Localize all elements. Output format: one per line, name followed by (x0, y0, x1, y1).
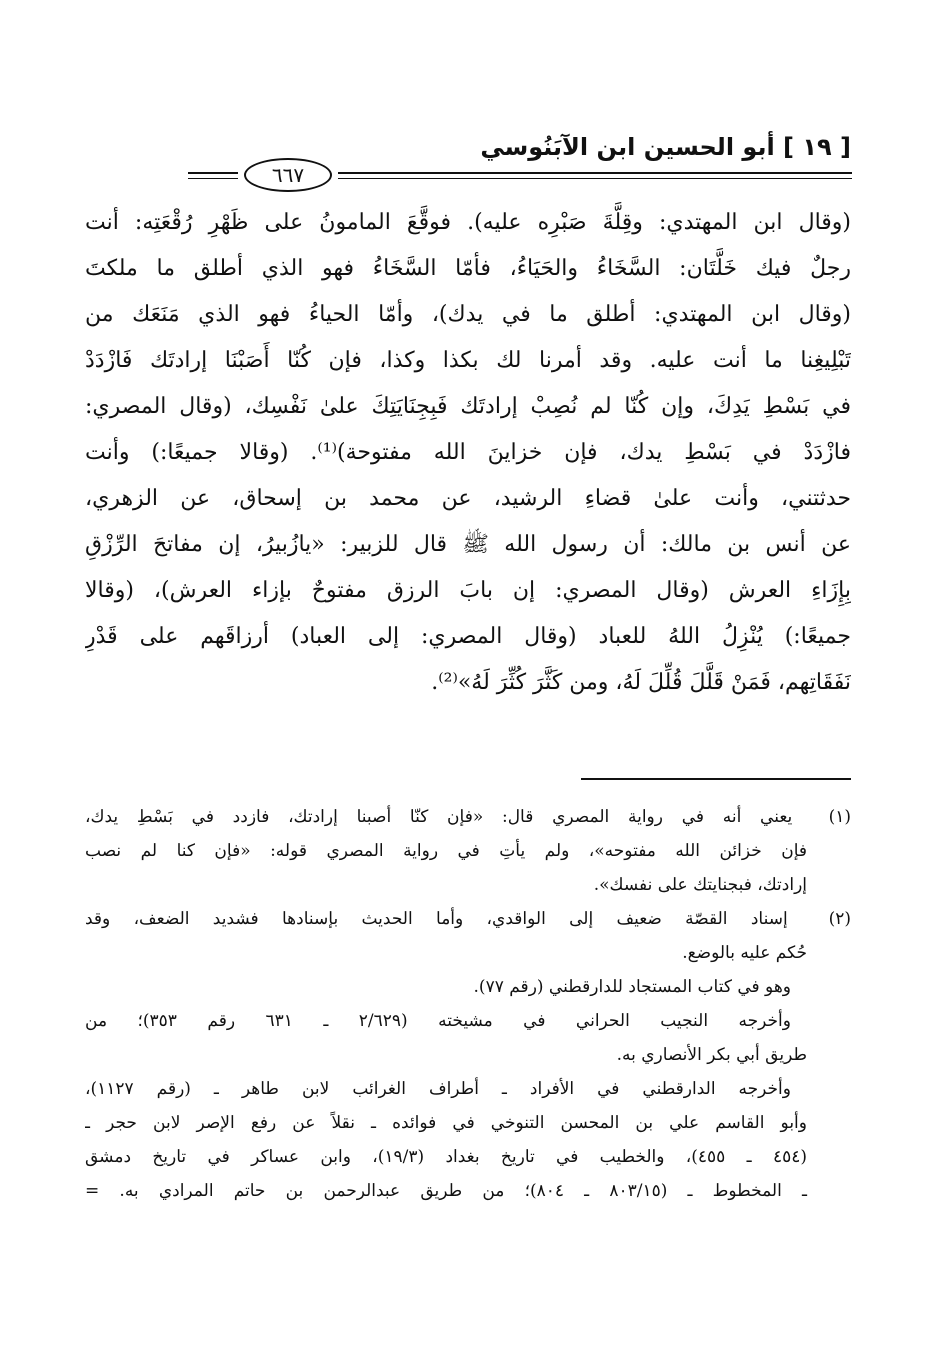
header-rule-left-thin (188, 178, 238, 179)
main-text (85, 200, 851, 706)
footnote-text: يعني أنه في رواية المصري قال: «فإن كنّا أصبنا إرادتك، فازدد في بَسْطِ يدك، (85, 807, 793, 827)
footnote-2-line: وأبو القاسم علي بن المحسن التنوخي في فوائده ـ نقلاً عن رفع الإصر لابن حجر ـ (85, 1113, 807, 1133)
header-rule-thin (338, 178, 852, 179)
footnote-2-line: ـ المخطوط ـ (٨٠٣/١٥ ـ ٨٠٤)؛ من طريق عبدالرحمن بن حاتم المرادي به. = (85, 1181, 807, 1201)
text-line: نَفَقَاتِهم، فَمَنْ قَلَّلَ قُلِّلَ لَهُ، ومن كَثَّرَ كُثِّرَ لَهُ»⁽²⁾. (431, 670, 851, 695)
footnote-2-line: وهو في كتاب المستجاد للدارقطني (رقم ٧٧). (473, 977, 791, 997)
text-line: في بَسْطِ يَدِكَ، وإن كُنّا لم نُصِبْ إرادتَك فَبِجِنَايَتِكَ علىٰ نَفْسِك، (وقال المصري: (85, 394, 851, 419)
text-line: تَبْلِيغِنا ما أنت عليه. وقد أمرنا لك بكذا وكذا، فإن كُنّا أَصَبْنَا إرادتَك فَازْدَدْ (85, 348, 851, 373)
footnote-2-line: طريق أبي بكر الأنصاري به. (616, 1045, 807, 1065)
footnote-separator (581, 778, 851, 780)
footnote-1-number: (١) (828, 807, 851, 827)
footnote-1-line (85, 800, 851, 834)
text-line: فازْدَدْ في بَسْطِ يدك، فإن خزاينَ الله مفتوحة)⁽¹⁾. (وقالا جميعًا:) وأنت (85, 440, 851, 465)
text-line: (وقال ابن المهتدي: وقِلَّةَ صَبْرِه عليه). فوقَّعَ المامونُ على ظَهْرِ رُقْعَتِه: أنت (85, 210, 851, 235)
footnote-2-line: وأخرجه النجيب الحراني في مشيخته (٢/٦٢٩ ـ ٦٣١ رقم ٣٥٣)؛ من (85, 1011, 791, 1031)
header-rule-left (188, 172, 238, 174)
footnote-2-line: (٤٥٤ ـ ٤٥٥)، والخطيب في تاريخ بغداد (١٩/٣)، وابن عساكر في تاريخ دمشق (85, 1147, 807, 1167)
running-header-title: [ ١٩ ] أبو الحسين ابن الآبَنُوسي (480, 133, 851, 161)
footnote-text: إسناد القصّة ضعيف إلى الواقدي، وأما الحديث بإسنادها فشديد الضعف، وقد (85, 909, 788, 929)
footnote-2-line: حُكم عليه بالوضع. (682, 943, 807, 963)
footnote-1-line: إرادتك، فبجنايتك على نفسك». (593, 875, 807, 895)
footnotes (85, 800, 851, 1208)
footnote-2-line: وأخرجه الدارقطني في الأفراد ـ أطراف الغرائب لابن طاهر ـ (رقم ١١٢٧)، (85, 1079, 791, 1099)
footnote-2-line (85, 902, 851, 936)
footnote-2-number: (٢) (828, 909, 851, 929)
header-rule (338, 172, 852, 174)
text-line: حدثتني، وأنت علىٰ قضاءِ الرشيد، عن محمد بن إسحاق، عن الزهري، (85, 486, 851, 511)
footnote-1-line: فإن خزائن الله مفتوحه»، ولم يأتِ في رواية المصري قوله: «فإن كنا لم نصب (85, 841, 807, 861)
text-line: (وقال ابن المهتدي: أطلق ما في يدك)، وأمّا الحياءُ فهو الذي مَنَعَك من (85, 302, 851, 327)
text-line: عن أنس بن مالك: أن رسول الله ﷺ قال للزبير: «يازُبيرُ، إن مفاتحَ الرِّزْقِ (85, 532, 851, 557)
page-number: ٦٦٧ (244, 158, 332, 192)
text-line: جميعًا:) يُنْزِلُ اللهُ للعباد (وقال المصري: إلى العباد) أرزاقَهم على قَدْرِ (85, 624, 851, 649)
text-line: رجلٌ فيك خَلَّتَان: السَّخَاءُ والحَيَاءُ، فأمّا السَّخَاءُ فهو الذي أطلق ما ملكتَ (85, 256, 851, 281)
text-line: بِإِزَاءِ العرش (وقال المصري: إن بابَ الرزق مفتوحٌ بإزاء العرش)، (وقالا (85, 578, 851, 603)
